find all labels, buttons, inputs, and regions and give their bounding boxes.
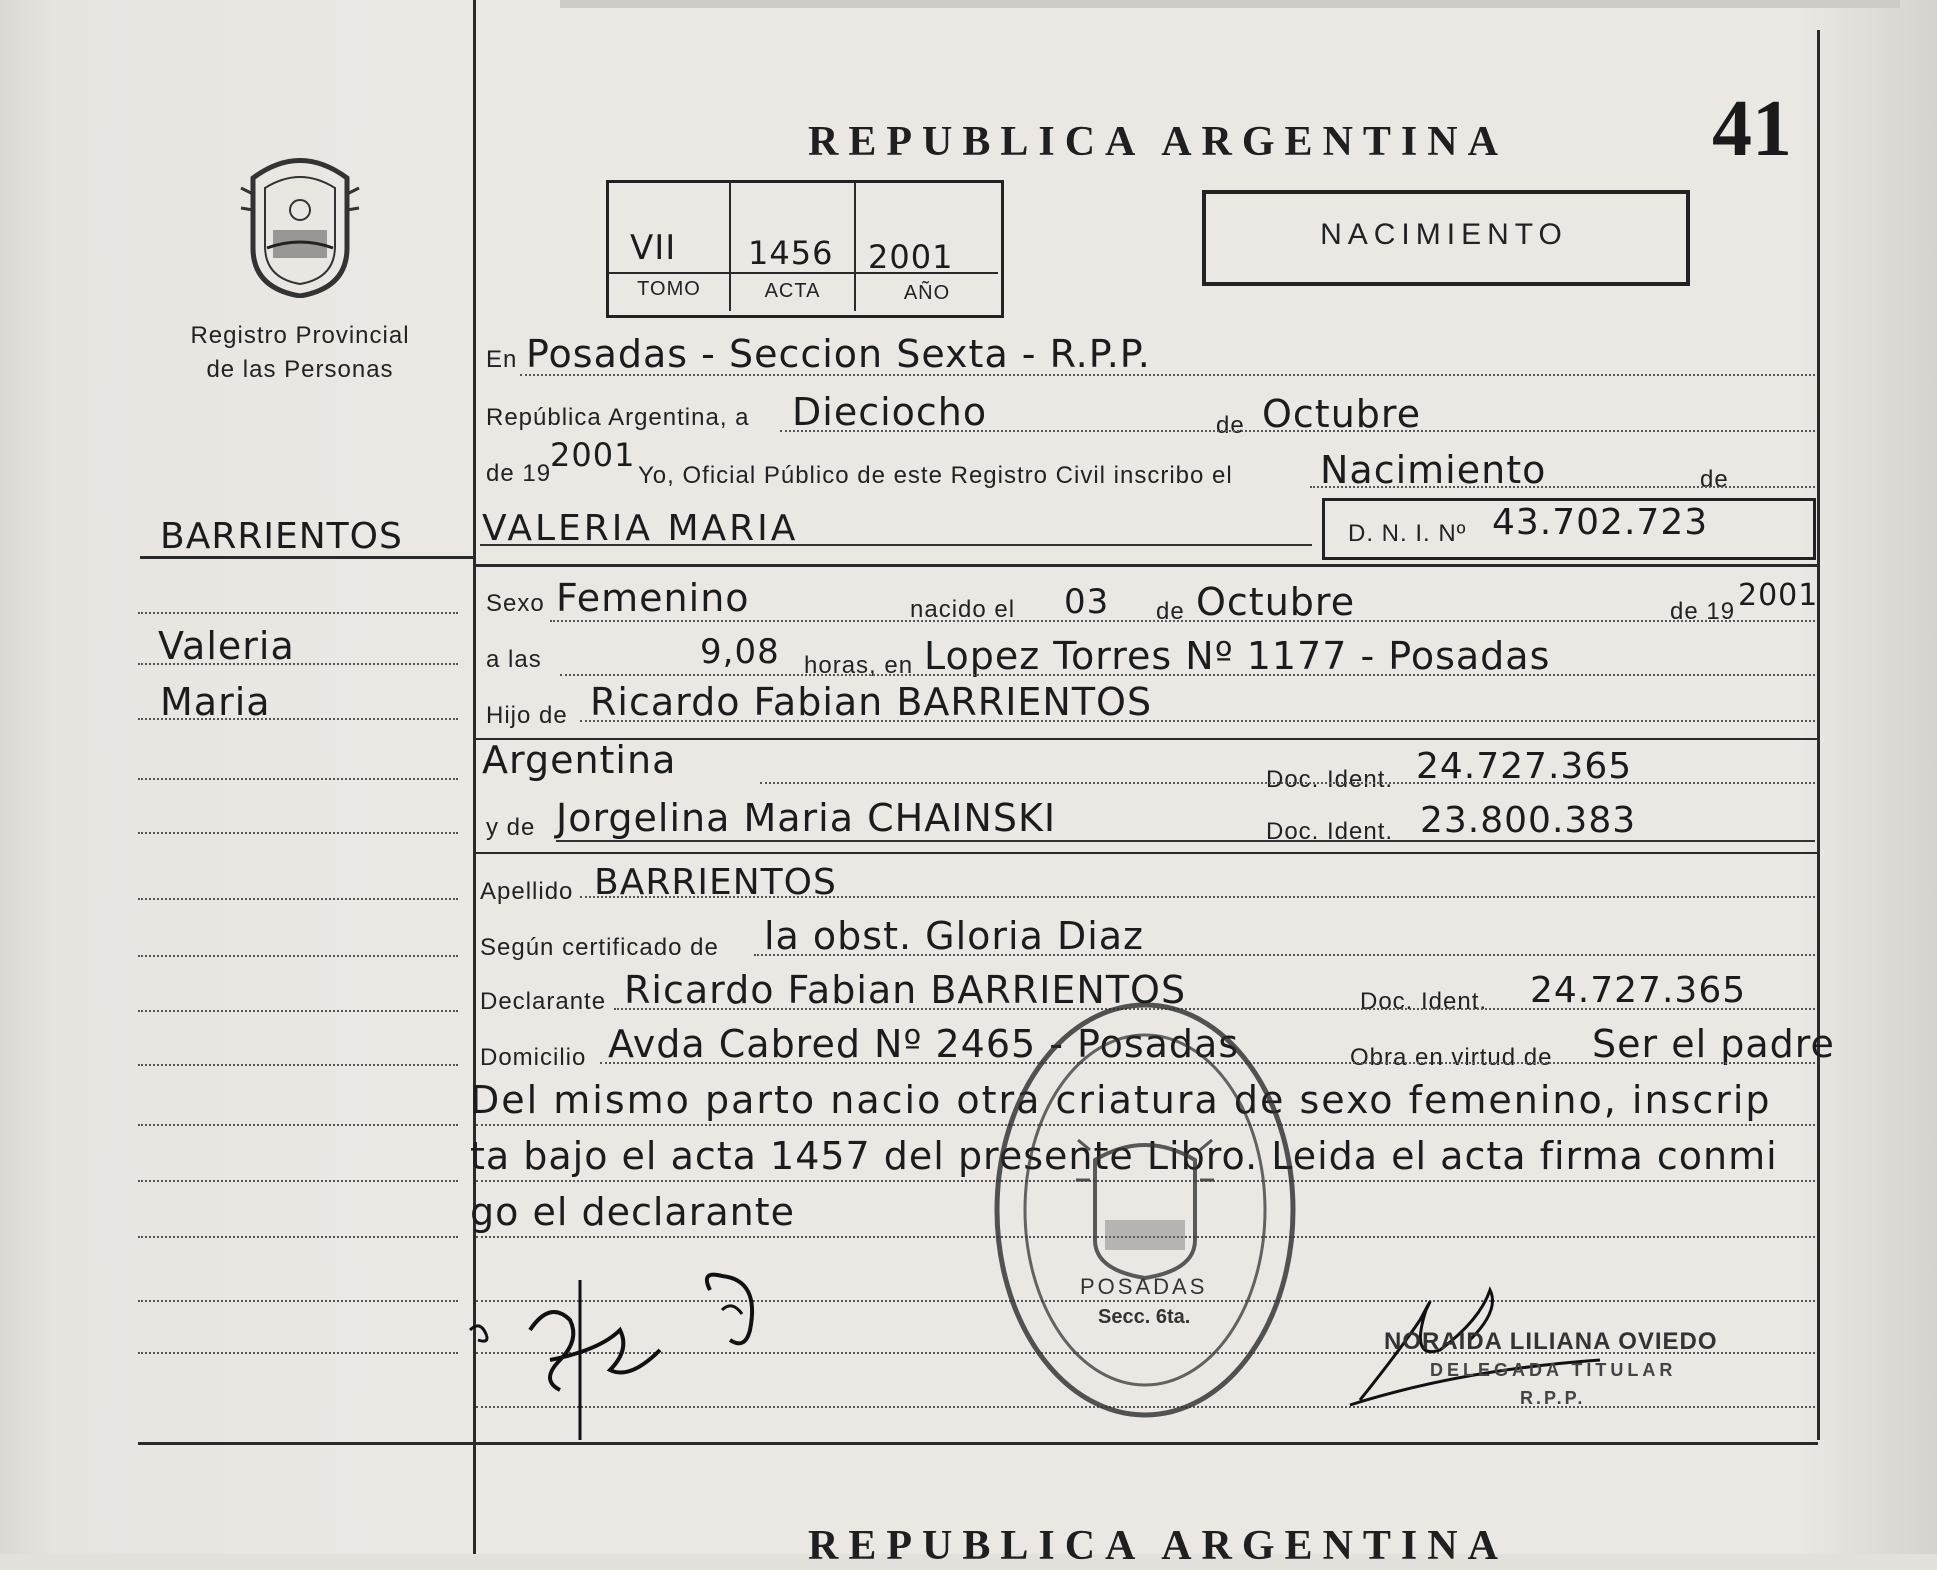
line-rule bbox=[556, 840, 1815, 842]
hijo-label: Hijo de bbox=[486, 702, 568, 729]
page-top-edge bbox=[560, 0, 1900, 8]
obra-label: Obra en virtud de bbox=[1350, 1044, 1553, 1071]
declarante-value: Ricardo Fabian BARRIENTOS bbox=[624, 968, 1187, 1012]
line-rule bbox=[760, 782, 1815, 784]
mother-doc: 23.800.383 bbox=[1420, 800, 1637, 841]
line-rule bbox=[1310, 486, 1815, 488]
domicilio-value: Avda Cabred Nº 2465 - Posadas bbox=[608, 1022, 1240, 1066]
en-value: Posadas - Seccion Sexta - R.P.P. bbox=[526, 332, 1151, 376]
right-frame-line bbox=[1817, 30, 1820, 1440]
sexo-label: Sexo bbox=[486, 590, 545, 617]
de-label-3: de bbox=[1156, 598, 1185, 625]
republica-label: República Argentina, a bbox=[486, 404, 750, 431]
section-rule bbox=[476, 738, 1817, 740]
margin-line bbox=[138, 778, 458, 780]
margin-line bbox=[138, 1236, 458, 1238]
official-stamp-icon bbox=[990, 1000, 1300, 1420]
declarante-label: Declarante bbox=[480, 988, 607, 1015]
de19-label-2: de 19 bbox=[1670, 598, 1736, 625]
de19-label: de 19 bbox=[486, 460, 552, 487]
official-title: DELEGADA TITULAR bbox=[1430, 1360, 1677, 1380]
declarante-doc: 24.727.365 bbox=[1530, 970, 1747, 1011]
province-seal-icon bbox=[235, 148, 365, 298]
tomo-value: VII bbox=[630, 228, 677, 268]
segun-value: la obst. Gloria Diaz bbox=[764, 914, 1144, 958]
observation-line-1: Del mismo parto nacio otra criatura de sexo femenino, inscrip bbox=[470, 1078, 1772, 1122]
father-value: Ricardo Fabian BARRIENTOS bbox=[590, 680, 1153, 724]
acta-label: ACTA bbox=[764, 280, 821, 302]
stamp-section: Secc. 6ta. bbox=[1098, 1306, 1191, 1328]
country-title: REPUBLICA ARGENTINA bbox=[808, 119, 1508, 165]
birth-month: Octubre bbox=[1196, 580, 1356, 624]
margin-line bbox=[138, 1010, 458, 1012]
margin-surname: BARRIENTOS bbox=[160, 516, 403, 557]
apellido-label: Apellido bbox=[480, 878, 574, 905]
father-doc: 24.727.365 bbox=[1416, 746, 1633, 787]
doc-ident-label-3: Doc. Ident. bbox=[1360, 988, 1488, 1015]
margin-line bbox=[138, 832, 458, 834]
margin-surname-rule bbox=[140, 556, 474, 559]
mother-value: Jorgelina Maria CHAINSKI bbox=[556, 796, 1057, 840]
stamp-city: POSADAS bbox=[1080, 1274, 1208, 1299]
margin-line bbox=[138, 1124, 458, 1126]
en-label: En bbox=[486, 346, 518, 373]
dni-label: D. N. I. Nº bbox=[1348, 520, 1467, 547]
footer-title: REPUBLICA ARGENTINA bbox=[808, 1523, 1508, 1569]
declarant-signature-icon bbox=[460, 1270, 790, 1450]
alas-label: a las bbox=[486, 646, 542, 673]
line-rule bbox=[780, 430, 1815, 432]
observation-line-3: go el declarante bbox=[470, 1190, 795, 1234]
sexo-value: Femenino bbox=[556, 576, 750, 620]
margin-line bbox=[138, 663, 458, 665]
margin-line bbox=[138, 612, 458, 614]
tomo-label: TOMO bbox=[637, 278, 701, 300]
birth-year: 2001 bbox=[1738, 578, 1819, 613]
father-nationality: Argentina bbox=[482, 738, 677, 782]
de-label: de bbox=[1216, 412, 1245, 439]
obra-value: Ser el padre bbox=[1592, 1022, 1835, 1066]
line-rule bbox=[580, 896, 1815, 898]
line-rule bbox=[560, 674, 1815, 676]
registry-name-line1: Registro Provincial bbox=[190, 322, 410, 349]
line-rule bbox=[550, 620, 1815, 622]
anio-label: AÑO bbox=[903, 282, 951, 304]
page-number: 41 bbox=[1712, 85, 1792, 173]
line-rule bbox=[480, 544, 1312, 546]
section-rule bbox=[476, 852, 1817, 854]
domicilio-label: Domicilio bbox=[480, 1044, 587, 1071]
doc-ident-label: Doc. Ident. bbox=[1266, 766, 1394, 793]
dni-value: 43.702.723 bbox=[1492, 502, 1709, 543]
bottom-rule bbox=[138, 1442, 1818, 1445]
birth-day: 03 bbox=[1064, 582, 1110, 622]
observation-line-2: ta bajo el acta 1457 del presente Libro. Leida el acta firma conmi bbox=[470, 1134, 1778, 1178]
year-value: 2001 bbox=[550, 436, 636, 474]
yo-text: Yo, Oficial Público de este Registro Civil inscribo el bbox=[638, 462, 1233, 489]
margin-line bbox=[138, 955, 458, 957]
de-label-2: de bbox=[1700, 466, 1729, 493]
line-rule bbox=[580, 720, 1815, 722]
margin-line bbox=[138, 1064, 458, 1066]
place-value: Lopez Torres Nº 1177 - Posadas bbox=[924, 634, 1551, 678]
month-value: Octubre bbox=[1262, 392, 1422, 436]
horas-label: horas, en bbox=[804, 652, 914, 679]
margin-given-name-1: Valeria bbox=[158, 624, 295, 668]
yde-label: y de bbox=[486, 814, 536, 841]
name-value: VALERIA MARIA bbox=[482, 508, 799, 549]
act-value: Nacimiento bbox=[1320, 448, 1547, 492]
nacido-label: nacido el bbox=[910, 596, 1016, 623]
registry-name-line2: de las Personas bbox=[206, 356, 394, 383]
margin-line bbox=[138, 718, 458, 720]
line-rule bbox=[520, 374, 1815, 376]
margin-line bbox=[138, 898, 458, 900]
time-value: 9,08 bbox=[700, 632, 780, 672]
doc-type: NACIMIENTO bbox=[1320, 218, 1568, 251]
day-value: Dieciocho bbox=[792, 390, 988, 434]
official-name: NORAIDA LILIANA OVIEDO bbox=[1384, 1328, 1718, 1355]
acta-value: 1456 bbox=[748, 234, 834, 272]
official-office: R.P.P. bbox=[1520, 1388, 1586, 1408]
anio-value: 2001 bbox=[868, 238, 954, 276]
margin-line bbox=[138, 1300, 458, 1302]
margin-given-name-2: Maria bbox=[160, 680, 271, 724]
doc-ident-label-2: Doc. Ident. bbox=[1266, 818, 1394, 845]
apellido-value: BARRIENTOS bbox=[594, 862, 837, 903]
margin-line bbox=[138, 1180, 458, 1182]
segun-label: Según certificado de bbox=[480, 934, 719, 961]
margin-line bbox=[138, 1352, 458, 1354]
line-rule bbox=[754, 954, 1815, 956]
section-rule bbox=[476, 564, 1817, 567]
